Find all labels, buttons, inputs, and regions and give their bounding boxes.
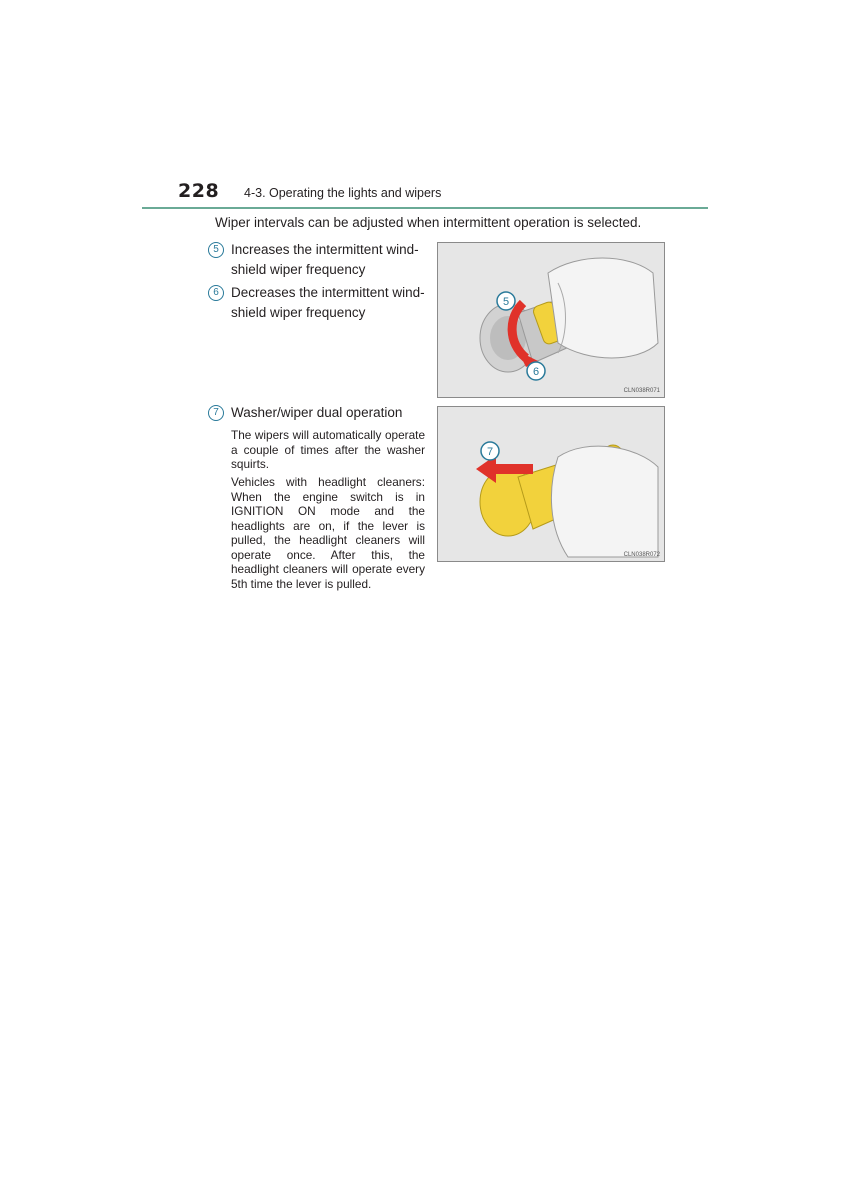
note-wipers-auto: The wipers will automatically operate a couple of times after the washer squirts.: [231, 428, 425, 471]
figure-code: CLN038R072: [623, 552, 660, 558]
wiper-lever-pull-illustration: [438, 407, 664, 561]
wiper-lever-rotate-illustration: [438, 243, 664, 397]
page-header: [142, 176, 708, 208]
figure-intermittent-frequency: [437, 242, 665, 398]
section-title: 4-3. Operating the lights and wipers: [244, 186, 442, 200]
callout-number-6: 6: [208, 285, 224, 301]
header-rule: [142, 207, 708, 209]
item-6-text: Decreases the intermittent wind- shield wiper frequency: [231, 285, 425, 320]
figure-code: CLN038R071: [623, 388, 660, 394]
page-number: 228: [178, 180, 220, 202]
figure-callout-6: 6: [532, 366, 540, 378]
item-7-text: Washer/wiper dual operation: [231, 405, 403, 420]
figure-callout-5: 5: [502, 296, 510, 308]
note-headlight-cleaners: Vehicles with headlight cleaners: When the engine switch is in IGNITION ON mode and the headlights are on, if the lever is pulled, the headlight cleaners will operate once. After this, the headlight cleaners will operate every 5th time the lever is pulled.: [231, 475, 425, 591]
figure-washer-dual-operation: [437, 406, 665, 562]
figure-callout-7: 7: [486, 446, 494, 458]
intro-text: Wiper intervals can be adjusted when intermittent operation is selected.: [215, 215, 642, 230]
callout-number-5: 5: [208, 242, 224, 258]
item-5-text: Increases the intermittent wind- shield wiper frequency: [231, 242, 419, 277]
callout-number-7: 7: [208, 405, 224, 421]
